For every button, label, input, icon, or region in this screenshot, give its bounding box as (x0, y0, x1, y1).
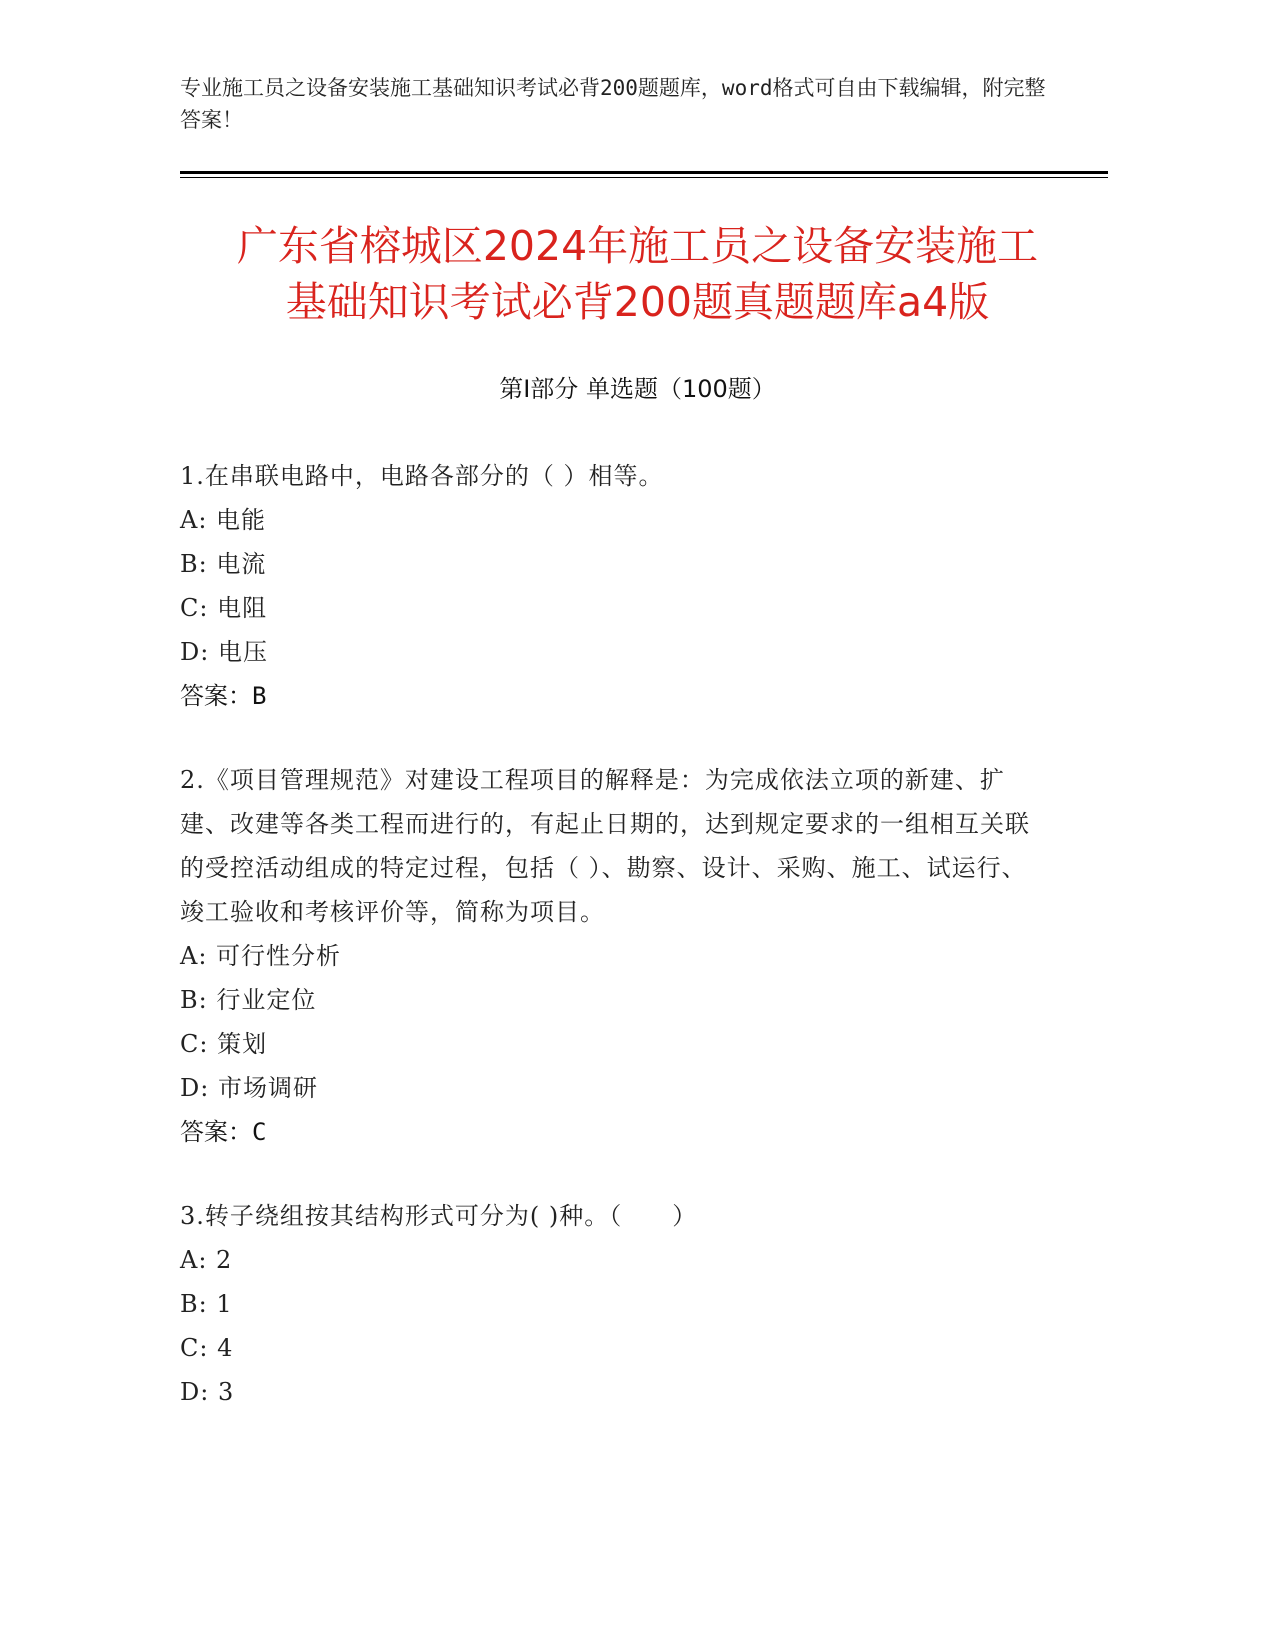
option-d: D: 市场调研 (180, 1074, 318, 1102)
option-a: A: 2 (180, 1246, 233, 1274)
question-2 (180, 758, 1030, 1154)
header-rule-thin (180, 177, 1108, 178)
question-3 (180, 1194, 1080, 1414)
option-c: C: 4 (180, 1334, 234, 1362)
question-stem: 2.《项目管理规范》对建设工程项目的解释是：为完成依法立项的新建、扩建、改建等各类工程而进行的，有起止日期的，达到规定要求的一组相互关联的受控活动组成的特定过程，包括（ ）、勘察、设计、采购、施工、试运行、竣工验收和考核评价等，简称为项目。 (180, 766, 1030, 926)
option-b: B: 1 (180, 1290, 233, 1318)
title-line-1: 广东省榕城区2024年施工员之设备安装施工 (236, 222, 1039, 270)
question-stem: 3.转子绕组按其结构形式可分为( )种。（ ） (180, 1202, 698, 1230)
section-heading: 第I部分 单选题（100题） (499, 375, 776, 403)
option-d: D: 3 (180, 1378, 235, 1406)
answer-line (180, 674, 1080, 718)
question-1 (180, 454, 1080, 718)
option-c: C: 策划 (180, 1030, 268, 1058)
option-d: D: 电压 (180, 638, 268, 666)
answer-line (180, 1110, 1030, 1154)
answer-value: C (252, 1118, 267, 1146)
option-b: B: 电流 (180, 550, 267, 578)
option-c: C: 电阻 (180, 594, 268, 622)
option-a: A: 电能 (180, 506, 267, 534)
answer-value: B (252, 682, 267, 710)
answer-label: 答案： (180, 682, 252, 710)
header-rule-thick (180, 171, 1108, 174)
answer-label: 答案： (180, 1118, 252, 1146)
question-stem: 1.在串联电路中，电路各部分的（ ）相等。 (180, 462, 664, 490)
title-line-2: 基础知识考试必背200题真题题库a4版 (285, 278, 990, 326)
header-note: 专业施工员之设备安装施工基础知识考试必背200题题库，word格式可自由下载编辑，附完整答案！ (180, 76, 1046, 132)
option-b: B: 行业定位 (180, 986, 317, 1014)
option-a: A: 可行性分析 (180, 942, 342, 970)
document-title (130, 218, 1145, 330)
